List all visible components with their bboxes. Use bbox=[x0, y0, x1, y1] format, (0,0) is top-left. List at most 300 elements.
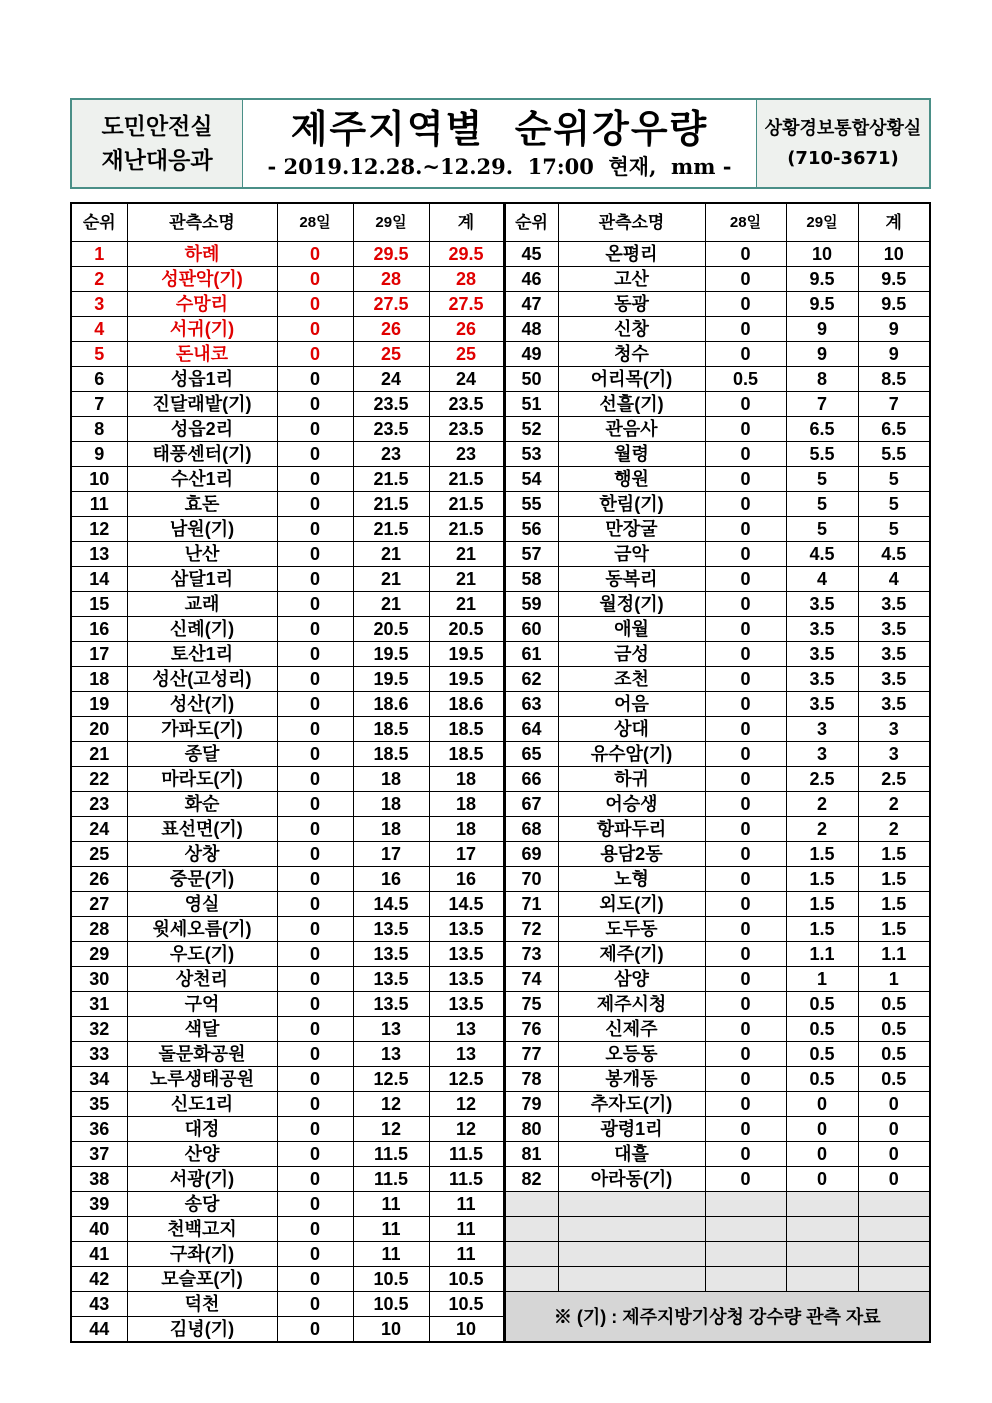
day28-cell: 0 bbox=[277, 892, 353, 917]
empty-cell bbox=[705, 1267, 786, 1292]
day28-cell: 0 bbox=[277, 342, 353, 367]
day29-cell: 12 bbox=[353, 1092, 429, 1117]
day29-cell: 11.5 bbox=[353, 1142, 429, 1167]
day29-cell: 9.5 bbox=[786, 292, 858, 317]
division-name: 재난대응과 bbox=[101, 147, 213, 174]
day28-cell: 0 bbox=[705, 767, 786, 792]
day29-cell: 13.5 bbox=[353, 967, 429, 992]
total-cell: 19.5 bbox=[429, 642, 504, 667]
station-name-cell: 제주(기) bbox=[558, 942, 705, 967]
day28-cell: 0 bbox=[277, 1067, 353, 1092]
day28-cell: 0 bbox=[705, 417, 786, 442]
empty-cell bbox=[504, 1217, 558, 1242]
day28-cell: 0 bbox=[277, 1117, 353, 1142]
rank-cell: 66 bbox=[504, 767, 558, 792]
day29-cell: 1.5 bbox=[786, 892, 858, 917]
total-cell: 5.5 bbox=[858, 442, 930, 467]
total-cell: 2 bbox=[858, 792, 930, 817]
day29-cell: 3.5 bbox=[786, 617, 858, 642]
day29-cell: 13 bbox=[353, 1042, 429, 1067]
empty-cell bbox=[786, 1192, 858, 1217]
total-cell: 12.5 bbox=[429, 1067, 504, 1092]
rank-cell: 77 bbox=[504, 1042, 558, 1067]
rainfall-ranking-table bbox=[70, 202, 931, 1343]
total-cell: 6.5 bbox=[858, 417, 930, 442]
station-name-cell: 성판악(기) bbox=[127, 267, 277, 292]
day28-cell: 0 bbox=[277, 842, 353, 867]
day28-cell: 0 bbox=[277, 267, 353, 292]
total-cell: 21 bbox=[429, 542, 504, 567]
total-cell: 12 bbox=[429, 1092, 504, 1117]
day29-cell: 11 bbox=[353, 1192, 429, 1217]
total-cell: 0.5 bbox=[858, 1017, 930, 1042]
day29-cell: 14.5 bbox=[353, 892, 429, 917]
total-cell: 11.5 bbox=[429, 1167, 504, 1192]
day29-cell: 18.5 bbox=[353, 717, 429, 742]
day28-cell: 0 bbox=[277, 1242, 353, 1267]
table-row bbox=[71, 617, 930, 642]
col-header-day29: 29일 bbox=[353, 203, 429, 242]
rank-cell: 56 bbox=[504, 517, 558, 542]
day29-cell: 21 bbox=[353, 567, 429, 592]
rank-cell: 1 bbox=[71, 242, 127, 267]
station-name-cell: 노루생태공원 bbox=[127, 1067, 277, 1092]
station-name-cell: 청수 bbox=[558, 342, 705, 367]
rank-cell: 9 bbox=[71, 442, 127, 467]
day28-cell: 0 bbox=[277, 617, 353, 642]
station-name-cell: 오등동 bbox=[558, 1042, 705, 1067]
rank-cell: 16 bbox=[71, 617, 127, 642]
day29-cell: 21.5 bbox=[353, 467, 429, 492]
rank-cell: 30 bbox=[71, 967, 127, 992]
day29-cell: 1.1 bbox=[786, 942, 858, 967]
total-cell: 18.5 bbox=[429, 717, 504, 742]
rank-cell: 15 bbox=[71, 592, 127, 617]
day29-cell: 9 bbox=[786, 317, 858, 342]
table-row bbox=[71, 492, 930, 517]
rank-cell: 48 bbox=[504, 317, 558, 342]
rank-cell: 6 bbox=[71, 367, 127, 392]
day28-cell: 0 bbox=[705, 442, 786, 467]
empty-cell bbox=[858, 1242, 930, 1267]
day29-cell: 3 bbox=[786, 742, 858, 767]
empty-cell bbox=[504, 1192, 558, 1217]
day29-cell: 18 bbox=[353, 767, 429, 792]
total-cell: 0 bbox=[858, 1167, 930, 1192]
rank-cell: 59 bbox=[504, 592, 558, 617]
station-name-cell: 신창 bbox=[558, 317, 705, 342]
rank-cell: 38 bbox=[71, 1167, 127, 1192]
day28-cell: 0 bbox=[277, 567, 353, 592]
office-name: 상황경보통합상황실 bbox=[764, 117, 922, 139]
table-row bbox=[71, 442, 930, 467]
day29-cell: 5.5 bbox=[786, 442, 858, 467]
day28-cell: 0 bbox=[277, 717, 353, 742]
rank-cell: 60 bbox=[504, 617, 558, 642]
total-cell: 11.5 bbox=[429, 1142, 504, 1167]
day29-cell: 0 bbox=[786, 1092, 858, 1117]
station-name-cell: 고산 bbox=[558, 267, 705, 292]
station-name-cell: 중문(기) bbox=[127, 867, 277, 892]
station-name-cell: 상창 bbox=[127, 842, 277, 867]
table-row bbox=[71, 342, 930, 367]
day29-cell: 0 bbox=[786, 1117, 858, 1142]
day29-cell: 9.5 bbox=[786, 267, 858, 292]
station-name-cell: 월령 bbox=[558, 442, 705, 467]
table-row bbox=[71, 892, 930, 917]
station-name-cell: 남원(기) bbox=[127, 517, 277, 542]
rank-cell: 61 bbox=[504, 642, 558, 667]
rank-cell: 58 bbox=[504, 567, 558, 592]
table-row bbox=[71, 1067, 930, 1092]
table-row bbox=[71, 1192, 930, 1217]
contact-block bbox=[756, 100, 929, 187]
day29-cell: 21.5 bbox=[353, 517, 429, 542]
station-name-cell: 만장굴 bbox=[558, 517, 705, 542]
day28-cell: 0 bbox=[277, 792, 353, 817]
table-row bbox=[71, 592, 930, 617]
day28-cell: 0 bbox=[277, 767, 353, 792]
day28-cell: 0 bbox=[277, 1017, 353, 1042]
rank-cell: 70 bbox=[504, 867, 558, 892]
rank-cell: 46 bbox=[504, 267, 558, 292]
station-name-cell: 신례(기) bbox=[127, 617, 277, 642]
rank-cell: 27 bbox=[71, 892, 127, 917]
rank-cell: 42 bbox=[71, 1267, 127, 1292]
rank-cell: 72 bbox=[504, 917, 558, 942]
day28-cell: 0 bbox=[277, 1217, 353, 1242]
table-row bbox=[71, 642, 930, 667]
day28-cell: 0 bbox=[277, 1292, 353, 1317]
station-name-cell: 화순 bbox=[127, 792, 277, 817]
station-name-cell: 마라도(기) bbox=[127, 767, 277, 792]
day28-cell: 0 bbox=[277, 1167, 353, 1192]
day29-cell: 3.5 bbox=[786, 692, 858, 717]
station-name-cell: 하례 bbox=[127, 242, 277, 267]
rank-cell: 11 bbox=[71, 492, 127, 517]
rank-cell: 13 bbox=[71, 542, 127, 567]
day29-cell: 3.5 bbox=[786, 642, 858, 667]
table-row bbox=[71, 967, 930, 992]
station-name-cell: 온평리 bbox=[558, 242, 705, 267]
table-row bbox=[71, 1117, 930, 1142]
total-cell: 9 bbox=[858, 317, 930, 342]
day29-cell: 2.5 bbox=[786, 767, 858, 792]
table-row bbox=[71, 1092, 930, 1117]
total-cell: 2 bbox=[858, 817, 930, 842]
total-cell: 9.5 bbox=[858, 292, 930, 317]
rank-cell: 7 bbox=[71, 392, 127, 417]
day29-cell: 23.5 bbox=[353, 417, 429, 442]
rank-cell: 26 bbox=[71, 867, 127, 892]
day29-cell: 1.5 bbox=[786, 917, 858, 942]
day29-cell: 1.5 bbox=[786, 867, 858, 892]
total-cell: 1.5 bbox=[858, 892, 930, 917]
day29-cell: 19.5 bbox=[353, 667, 429, 692]
station-name-cell: 유수암(기) bbox=[558, 742, 705, 767]
day29-cell: 23 bbox=[353, 442, 429, 467]
station-name-cell: 태풍센터(기) bbox=[127, 442, 277, 467]
day28-cell: 0 bbox=[705, 267, 786, 292]
station-name-cell: 성읍2리 bbox=[127, 417, 277, 442]
table-row bbox=[71, 1292, 930, 1317]
station-name-cell: 광령1리 bbox=[558, 1117, 705, 1142]
table-row bbox=[71, 667, 930, 692]
station-name-cell: 선흘(기) bbox=[558, 392, 705, 417]
rank-cell: 10 bbox=[71, 467, 127, 492]
day29-cell: 13 bbox=[353, 1017, 429, 1042]
empty-cell bbox=[558, 1192, 705, 1217]
empty-cell bbox=[786, 1242, 858, 1267]
station-name-cell: 우도(기) bbox=[127, 942, 277, 967]
day28-cell: 0 bbox=[705, 917, 786, 942]
station-name-cell: 어리목(기) bbox=[558, 367, 705, 392]
day28-cell: 0 bbox=[277, 967, 353, 992]
station-name-cell: 색달 bbox=[127, 1017, 277, 1042]
table-row bbox=[71, 817, 930, 842]
total-cell: 13.5 bbox=[429, 942, 504, 967]
day28-cell: 0.5 bbox=[705, 367, 786, 392]
empty-cell bbox=[786, 1267, 858, 1292]
total-cell: 16 bbox=[429, 867, 504, 892]
col-header-day28: 28일 bbox=[705, 203, 786, 242]
station-name-cell: 토산1리 bbox=[127, 642, 277, 667]
station-name-cell: 제주시청 bbox=[558, 992, 705, 1017]
rank-cell: 19 bbox=[71, 692, 127, 717]
empty-cell bbox=[786, 1217, 858, 1242]
rank-cell: 36 bbox=[71, 1117, 127, 1142]
title-block bbox=[243, 100, 756, 187]
rank-cell: 43 bbox=[71, 1292, 127, 1317]
day29-cell: 20.5 bbox=[353, 617, 429, 642]
day28-cell: 0 bbox=[705, 317, 786, 342]
day28-cell: 0 bbox=[705, 567, 786, 592]
rank-cell: 33 bbox=[71, 1042, 127, 1067]
station-name-cell: 월정(기) bbox=[558, 592, 705, 617]
report-header bbox=[70, 98, 931, 189]
day29-cell: 6.5 bbox=[786, 417, 858, 442]
station-name-cell: 어승생 bbox=[558, 792, 705, 817]
total-cell: 3 bbox=[858, 742, 930, 767]
rank-cell: 17 bbox=[71, 642, 127, 667]
table-row bbox=[71, 1242, 930, 1267]
rank-cell: 71 bbox=[504, 892, 558, 917]
rank-cell: 78 bbox=[504, 1067, 558, 1092]
day29-cell: 0 bbox=[786, 1142, 858, 1167]
empty-cell bbox=[858, 1192, 930, 1217]
station-name-cell: 관음사 bbox=[558, 417, 705, 442]
total-cell: 21 bbox=[429, 567, 504, 592]
total-cell: 10.5 bbox=[429, 1292, 504, 1317]
total-cell: 24 bbox=[429, 367, 504, 392]
day29-cell: 17 bbox=[353, 842, 429, 867]
table-row bbox=[71, 317, 930, 342]
rank-cell: 24 bbox=[71, 817, 127, 842]
col-header-total: 계 bbox=[858, 203, 930, 242]
station-name-cell: 난산 bbox=[127, 542, 277, 567]
day28-cell: 0 bbox=[277, 1042, 353, 1067]
day28-cell: 0 bbox=[277, 817, 353, 842]
table-row bbox=[71, 367, 930, 392]
day28-cell: 0 bbox=[705, 617, 786, 642]
total-cell: 0.5 bbox=[858, 1067, 930, 1092]
rank-cell: 68 bbox=[504, 817, 558, 842]
total-cell: 18 bbox=[429, 767, 504, 792]
table-row bbox=[71, 767, 930, 792]
rank-cell: 5 bbox=[71, 342, 127, 367]
total-cell: 5 bbox=[858, 492, 930, 517]
rank-cell: 73 bbox=[504, 942, 558, 967]
day29-cell: 2 bbox=[786, 817, 858, 842]
total-cell: 0 bbox=[858, 1142, 930, 1167]
table-row bbox=[71, 692, 930, 717]
day28-cell: 0 bbox=[705, 342, 786, 367]
day28-cell: 0 bbox=[705, 1042, 786, 1067]
station-name-cell: 수산1리 bbox=[127, 467, 277, 492]
total-cell: 23.5 bbox=[429, 392, 504, 417]
table-row bbox=[71, 942, 930, 967]
station-name-cell: 성읍1리 bbox=[127, 367, 277, 392]
total-cell: 18 bbox=[429, 817, 504, 842]
total-cell: 1.5 bbox=[858, 917, 930, 942]
day29-cell: 0.5 bbox=[786, 992, 858, 1017]
day29-cell: 13.5 bbox=[353, 942, 429, 967]
total-cell: 13.5 bbox=[429, 917, 504, 942]
station-name-cell: 돌문화공원 bbox=[127, 1042, 277, 1067]
rank-cell: 50 bbox=[504, 367, 558, 392]
table-row bbox=[71, 1017, 930, 1042]
rank-cell: 69 bbox=[504, 842, 558, 867]
total-cell: 3.5 bbox=[858, 667, 930, 692]
day28-cell: 0 bbox=[277, 642, 353, 667]
day29-cell: 0.5 bbox=[786, 1067, 858, 1092]
day28-cell: 0 bbox=[705, 867, 786, 892]
rank-cell: 28 bbox=[71, 917, 127, 942]
col-header-station: 관측소명 bbox=[127, 203, 277, 242]
station-name-cell: 종달 bbox=[127, 742, 277, 767]
table-row bbox=[71, 1167, 930, 1192]
day29-cell: 21 bbox=[353, 592, 429, 617]
col-header-day28: 28일 bbox=[277, 203, 353, 242]
day29-cell: 29.5 bbox=[353, 242, 429, 267]
day28-cell: 0 bbox=[277, 1192, 353, 1217]
table-row bbox=[71, 1142, 930, 1167]
day28-cell: 0 bbox=[705, 517, 786, 542]
station-name-cell: 애월 bbox=[558, 617, 705, 642]
day28-cell: 0 bbox=[277, 867, 353, 892]
total-cell: 3.5 bbox=[858, 617, 930, 642]
total-cell: 1.1 bbox=[858, 942, 930, 967]
day29-cell: 10 bbox=[353, 1317, 429, 1343]
day29-cell: 13.5 bbox=[353, 917, 429, 942]
rank-cell: 23 bbox=[71, 792, 127, 817]
day29-cell: 10.5 bbox=[353, 1292, 429, 1317]
day28-cell: 0 bbox=[277, 942, 353, 967]
station-name-cell: 행원 bbox=[558, 467, 705, 492]
station-name-cell: 금성 bbox=[558, 642, 705, 667]
table-row bbox=[71, 842, 930, 867]
col-header-station: 관측소명 bbox=[558, 203, 705, 242]
total-cell: 3.5 bbox=[858, 692, 930, 717]
total-cell: 13 bbox=[429, 1017, 504, 1042]
col-header-rank: 순위 bbox=[504, 203, 558, 242]
day29-cell: 3 bbox=[786, 717, 858, 742]
total-cell: 1 bbox=[858, 967, 930, 992]
table-header-row bbox=[71, 203, 930, 242]
day28-cell: 0 bbox=[705, 667, 786, 692]
total-cell: 21 bbox=[429, 592, 504, 617]
rank-cell: 45 bbox=[504, 242, 558, 267]
total-cell: 2.5 bbox=[858, 767, 930, 792]
total-cell: 23 bbox=[429, 442, 504, 467]
total-cell: 4 bbox=[858, 567, 930, 592]
day29-cell: 0.5 bbox=[786, 1042, 858, 1067]
station-name-cell: 동복리 bbox=[558, 567, 705, 592]
total-cell: 25 bbox=[429, 342, 504, 367]
day28-cell: 0 bbox=[277, 692, 353, 717]
rank-cell: 64 bbox=[504, 717, 558, 742]
table-row bbox=[71, 517, 930, 542]
station-name-cell: 신제주 bbox=[558, 1017, 705, 1042]
rank-cell: 65 bbox=[504, 742, 558, 767]
day28-cell: 0 bbox=[705, 1017, 786, 1042]
station-name-cell: 덕천 bbox=[127, 1292, 277, 1317]
total-cell: 3.5 bbox=[858, 642, 930, 667]
rank-cell: 53 bbox=[504, 442, 558, 467]
rank-cell: 55 bbox=[504, 492, 558, 517]
station-name-cell: 영실 bbox=[127, 892, 277, 917]
day29-cell: 21.5 bbox=[353, 492, 429, 517]
station-name-cell: 서귀(기) bbox=[127, 317, 277, 342]
station-name-cell: 교래 bbox=[127, 592, 277, 617]
station-name-cell: 상대 bbox=[558, 717, 705, 742]
total-cell: 13.5 bbox=[429, 967, 504, 992]
rank-cell: 37 bbox=[71, 1142, 127, 1167]
total-cell: 21.5 bbox=[429, 492, 504, 517]
station-name-cell: 삼달1리 bbox=[127, 567, 277, 592]
day28-cell: 0 bbox=[705, 392, 786, 417]
day29-cell: 12.5 bbox=[353, 1067, 429, 1092]
total-cell: 9 bbox=[858, 342, 930, 367]
rank-cell: 18 bbox=[71, 667, 127, 692]
day29-cell: 18 bbox=[353, 792, 429, 817]
station-name-cell: 대정 bbox=[127, 1117, 277, 1142]
day29-cell: 24 bbox=[353, 367, 429, 392]
table-row bbox=[71, 242, 930, 267]
day28-cell: 0 bbox=[277, 442, 353, 467]
rank-cell: 32 bbox=[71, 1017, 127, 1042]
day28-cell: 0 bbox=[705, 792, 786, 817]
day28-cell: 0 bbox=[277, 292, 353, 317]
total-cell: 18.5 bbox=[429, 742, 504, 767]
station-name-cell: 도두동 bbox=[558, 917, 705, 942]
day29-cell: 16 bbox=[353, 867, 429, 892]
total-cell: 20.5 bbox=[429, 617, 504, 642]
table-row bbox=[71, 1217, 930, 1242]
station-name-cell: 봉개동 bbox=[558, 1067, 705, 1092]
day29-cell: 7 bbox=[786, 392, 858, 417]
day28-cell: 0 bbox=[277, 992, 353, 1017]
total-cell: 0 bbox=[858, 1092, 930, 1117]
day28-cell: 0 bbox=[705, 992, 786, 1017]
day28-cell: 0 bbox=[705, 692, 786, 717]
total-cell: 4.5 bbox=[858, 542, 930, 567]
rank-cell: 63 bbox=[504, 692, 558, 717]
day28-cell: 0 bbox=[277, 467, 353, 492]
total-cell: 8.5 bbox=[858, 367, 930, 392]
total-cell: 5 bbox=[858, 517, 930, 542]
rank-cell: 14 bbox=[71, 567, 127, 592]
